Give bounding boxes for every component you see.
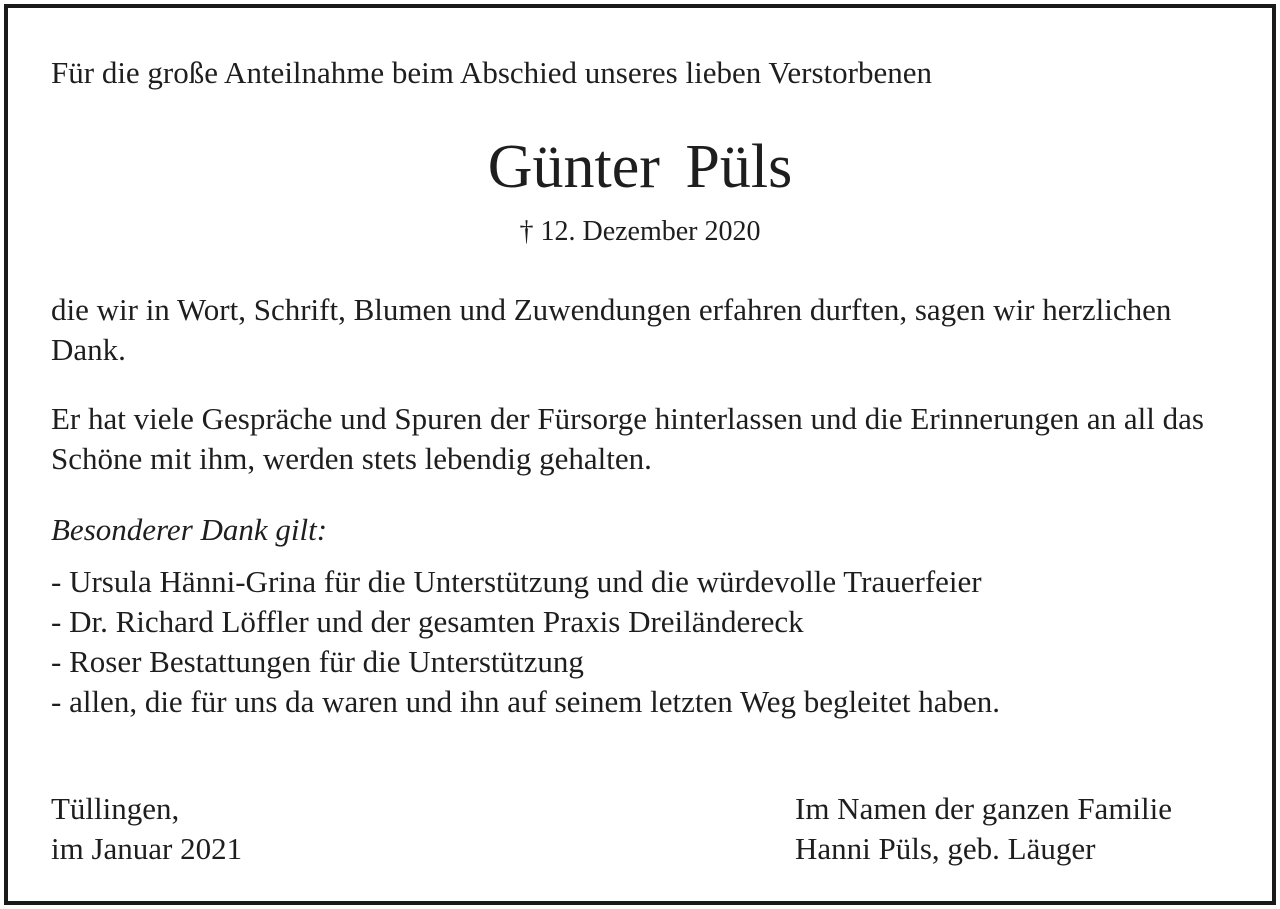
- special-thanks-list: [51, 562, 1000, 722]
- list-item: - Roser Bestattungen für die Unterstützung: [51, 644, 584, 679]
- place: Tüllingen,: [51, 791, 180, 826]
- special-thanks-heading: Besonderer Dank gilt:: [51, 512, 328, 547]
- list-item: - Ursula Hänni-Grina für die Unterstützung und die würdevolle Trauerfeier: [51, 564, 982, 599]
- signer-name: Hanni Püls, geb. Läuger: [795, 831, 1096, 866]
- signature: [795, 789, 1172, 869]
- memories-paragraph: Er hat viele Gespräche und Spuren der Fürsorge hinterlassen und die Erinnerungen an all das Schöne mit ihm, werden stets lebendig gehalten.: [51, 401, 1204, 476]
- list-item: - allen, die für uns da waren und ihn auf seinem letzten Weg begleitet haben.: [51, 684, 1000, 719]
- deceased-name: Günter Püls: [487, 133, 793, 201]
- intro-text: Für die große Anteilnahme beim Abschied unseres lieben Verstorbenen: [51, 55, 932, 90]
- date: im Januar 2021: [51, 831, 243, 866]
- obituary-notice: [4, 4, 1276, 905]
- death-date: † 12. Dezember 2020: [519, 216, 761, 247]
- place-and-date: [51, 789, 242, 869]
- signature-line: Im Namen der ganzen Familie: [795, 791, 1173, 826]
- thanks-paragraph: die wir in Wort, Schrift, Blumen und Zuwendungen erfahren durften, sagen wir herzlichen Dank.: [51, 292, 1172, 367]
- list-item: - Dr. Richard Löffler und der gesamten Praxis Dreiländereck: [51, 604, 804, 639]
